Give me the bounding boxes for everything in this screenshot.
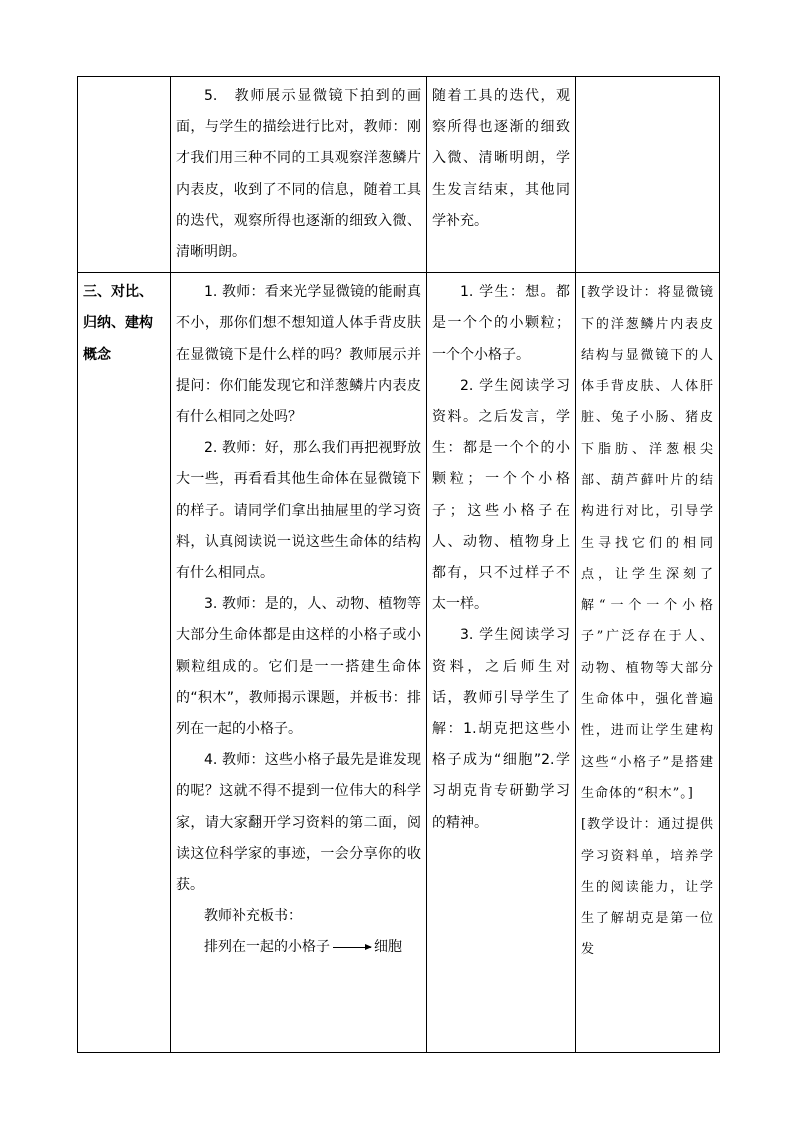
teacher-paragraph: 5. 教师展示显微镜下拍到的画面，与学生的描绘进行比对，教师：刚才我们用三种不同的工具观察洋葱鳞片内表皮，收到了不同的信息，随着工具的迭代，观察所得也逐渐的细致入微、清晰明朗。 [176,88,421,261]
student-paragraph: 随着工具的迭代，观察所得也逐渐的细致入微、清晰明朗，学生发言结束，其他同学补充。 [432,88,570,229]
stage-cell [78,77,171,273]
design-cell [576,273,720,1053]
board-right-text: 细胞 [374,939,402,956]
student-paragraph: 2. 学生阅读学习资料。之后发言，学生：都是一个个的小颗粒；一个个小格子；这些小格子在人、动物、植物身上都有，只不过样子不太一样。 [432,377,570,613]
design-note: [教学设计：将显微镜下的洋葱鳞片内表皮结构与显微镜下的人体手背皮肤、人体肝脏、兔子小肠、猪皮下脂肪、洋葱根尖部、葫芦藓叶片的结构进行对比，引导学生寻找它们的相同点，让学生深刻了解“一个一个小格子”广泛存在于人、动物、植物等大部分生命体中，强化普遍性，进而让学生建构这些“小格子”是搭建生命体的“积木”。] [581,285,714,801]
design-cell [576,77,720,273]
teacher-paragraph: 1. 教师：看来光学显微镜的能耐真不小，那你们想不想知道人体手背皮肤在显微镜下是什么样的吗？教师展示并提问：你们能发现它和洋葱鳞片内表皮有什么相同之处吗？ [176,284,421,426]
lesson-plan-table [77,76,720,1053]
board-note-label: 教师补充板书： [204,908,302,925]
teacher-paragraph: 3. 教师：是的，人、动物、植物等大部分生命体都是由这样的小格子或小颗粒组成的。它们是一一搭建生命体的“积木”，教师揭示课题，并板书：排列在一起的小格子。 [176,596,421,738]
right-arrow-icon [333,947,371,948]
board-left-text: 排列在一起的小格子 [204,939,330,956]
student-paragraph: 1. 学生：想。都是一个个的小颗粒；一个个小格子。 [432,284,570,363]
student-activity-cell [427,273,576,1053]
stage-title: 三、对比、归纳、建构概念 [83,284,153,363]
table-row [78,77,720,273]
teacher-paragraph: 2. 教师：好，那么我们再把视野放大一些，再看看其他生命体在显微镜下的样子。请同学们拿出抽屉里的学习资料，认真阅读说一说这些生命体的结构有什么相同点。 [176,440,421,582]
table-row [78,273,720,1053]
design-note: [教学设计：通过提供学习资料单，培养学生的阅读能力，让学生了解胡克是第一位发 [581,817,714,958]
teacher-activity-cell [171,77,427,273]
student-activity-cell [427,77,576,273]
board-note [176,932,421,963]
teacher-activity-cell [171,273,427,1053]
stage-cell [78,273,171,1053]
student-paragraph: 3. 学生阅读学习资料，之后师生对话，教师引导学生了解：1.胡克把这些小格子成为“细胞”2.学习胡克肯专研勤学习的精神。 [432,627,570,831]
teacher-paragraph: 4. 教师：这些小格子最先是谁发现的呢？这就不得不提到一位伟大的科学家，请大家翻开学习资料的第二面，阅读这位科学家的事迹，一会分享你的收获。 [176,752,421,894]
